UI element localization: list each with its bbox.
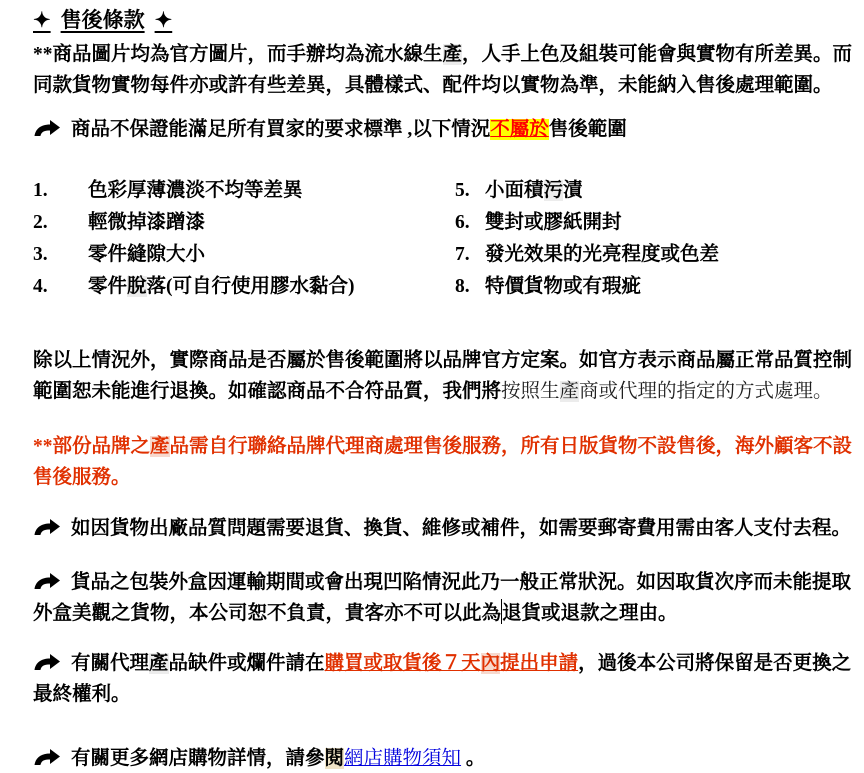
official-decision-text: 商或代理的指定的方式處理。 bbox=[579, 381, 833, 402]
more-info-text: 有關更多網店購物詳情，請參 bbox=[71, 748, 325, 769]
star-icon: ✦ bbox=[154, 8, 173, 32]
list-item-text: 零件 bbox=[88, 276, 128, 297]
official-decision-text: 按照生 bbox=[501, 381, 560, 402]
claim-period-link-text: 購買或取貨後７天 bbox=[324, 653, 481, 674]
curved-right-arrow-icon bbox=[33, 519, 60, 535]
page-title bbox=[33, 8, 856, 32]
scope-note-text: 商品不保證能滿足所有買家的要求標準 ,以下情況 bbox=[71, 119, 491, 140]
list-item-number: 2. bbox=[33, 212, 48, 233]
packaging-note-paragraph bbox=[33, 567, 856, 629]
fallback-char: 內 bbox=[480, 653, 501, 674]
list-item bbox=[33, 207, 455, 239]
curved-right-arrow-icon bbox=[33, 573, 60, 589]
fallback-char: 污 bbox=[543, 180, 564, 201]
star-icon: ✦ bbox=[33, 8, 51, 32]
intro-text: **商品圖片均為官方圖片，而手辦均為流水線生 bbox=[33, 44, 443, 65]
list-item-text: 特價貨物或有瑕疵 bbox=[485, 276, 642, 297]
fallback-char: 閱 bbox=[324, 748, 345, 769]
fallback-char: 脫 bbox=[127, 276, 147, 297]
list-item-number: 7. bbox=[455, 244, 470, 265]
exclusions-list bbox=[33, 175, 856, 303]
list-item-text: 漬 bbox=[563, 180, 583, 201]
defect-claim-text: 有關代理 bbox=[71, 653, 150, 674]
list-item-text: 輕微掉漆蹭漆 bbox=[88, 212, 206, 233]
defect-claim-text: 品缺件或爛件請在 bbox=[168, 653, 325, 674]
list-item-number: 1. bbox=[33, 180, 48, 201]
fallback-char: 產 bbox=[442, 44, 463, 65]
claim-period-link-text: 提出申請 bbox=[500, 653, 579, 674]
defect-claim-text: ，過後本公司將保留是否更換之最終權利。 bbox=[33, 653, 852, 705]
fallback-char: 產 bbox=[149, 653, 169, 674]
list-item-number: 4. bbox=[33, 276, 48, 297]
curved-right-arrow-icon bbox=[33, 749, 60, 765]
return-shipping-text: 如因貨物出廠品質問題需要退貨、換貨、維修或補件，如需要郵寄費用需由客人支付去程。 bbox=[71, 518, 852, 539]
defect-claim-paragraph bbox=[33, 648, 856, 710]
list-item-text: 小面積 bbox=[485, 180, 544, 201]
list-item bbox=[33, 239, 455, 271]
packaging-note-text: 退貨或退款之理由。 bbox=[502, 603, 678, 624]
shop-guide-link[interactable]: 網店購物須知 bbox=[344, 748, 462, 769]
list-item-text: 落(可自行使用膠水黏合) bbox=[146, 276, 355, 297]
packaging-note-text: 貨品之包裝外盒因運輸期間或會出現凹陷情況此乃一般正常狀況。如因取貨次序而未能提取外盒美觀之貨物，本公司恕不負責，貴客亦不可以此為 bbox=[33, 572, 852, 624]
not-covered-highlight: 不屬於 bbox=[490, 119, 549, 140]
brand-agent-note-text: 品需自行聯絡品牌代理商處理售後服務，所有日版貨物不設售後，海外顧客不設售後服務。 bbox=[33, 436, 853, 488]
claim-period-link[interactable] bbox=[325, 653, 579, 674]
page-title-text: 售後條款 bbox=[60, 8, 145, 32]
list-item-number: 6. bbox=[455, 212, 470, 233]
fallback-char: 產 bbox=[150, 436, 170, 457]
list-item bbox=[455, 175, 856, 207]
list-item bbox=[455, 207, 856, 239]
official-decision-paragraph bbox=[33, 345, 856, 407]
list-item bbox=[455, 239, 856, 271]
brand-agent-note-paragraph bbox=[33, 431, 856, 493]
scope-note-paragraph bbox=[33, 114, 856, 145]
curved-right-arrow-icon bbox=[33, 120, 60, 136]
list-item-number: 8. bbox=[455, 276, 470, 297]
list-item-number: 5. bbox=[455, 180, 470, 201]
list-item-text: 零件縫隙大小 bbox=[88, 244, 206, 265]
list-item-text: 色彩厚薄濃淡不均等差異 bbox=[88, 180, 303, 201]
return-shipping-paragraph bbox=[33, 513, 856, 544]
list-item bbox=[33, 271, 455, 303]
brand-agent-note-text: **部份品牌之 bbox=[33, 436, 151, 457]
list-item bbox=[33, 175, 455, 207]
fallback-char: 產 bbox=[559, 381, 580, 402]
list-item bbox=[455, 271, 856, 303]
list-item-text: 雙封或膠紙開封 bbox=[485, 212, 622, 233]
list-item-text: 發光效果的光亮程度或色差 bbox=[485, 244, 720, 265]
official-decision-text: 除以上情況外，實際商品是否屬於售後範圍將以品牌官方定案。如官方表示商品屬正常品質控制範圍恕未能進行退換。如確認商品不合符品質，我們將 bbox=[33, 350, 853, 402]
intro-paragraph bbox=[33, 39, 856, 101]
intro-text: ，人手上色及組裝可能會與實物有所差異。而同款貨物實物每件亦或許有些差異，具體樣式、配件均以實物為準，未能納入售後處理範圍。 bbox=[33, 44, 853, 96]
list-item-number: 3. bbox=[33, 244, 48, 265]
more-info-paragraph bbox=[33, 743, 856, 773]
curved-right-arrow-icon bbox=[33, 654, 60, 670]
scope-note-text: 售後範圍 bbox=[548, 119, 627, 140]
more-info-text: 。 bbox=[461, 748, 486, 769]
